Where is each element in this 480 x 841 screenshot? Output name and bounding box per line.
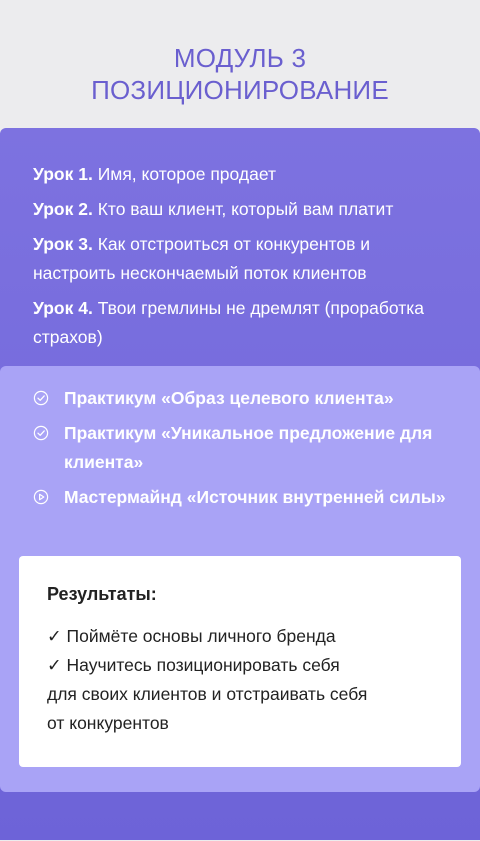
lesson-text: Как отстроиться от конкурентов и настроить нескончаемый поток клиентов [33,234,371,283]
module-title [0,42,480,106]
practice-item [33,384,453,413]
practice-text: Практикум «Образ целевого клиента» [64,388,394,408]
practice-list [33,384,453,518]
result-item-continued: для своих клиентов и отстраивать себя [47,684,368,704]
result-item: ✓ Поймёте основы личного бренда [47,626,336,646]
module-name: ПОЗИЦИОНИРОВАНИЕ [91,75,389,105]
lesson-text: Твои гремлины не дремлят (проработка страхов) [33,298,424,347]
results-list [47,622,437,738]
result-item-continued: от конкурентов [47,713,169,733]
lesson-item [33,195,453,224]
lesson-text: Имя, которое продает [97,164,276,184]
lesson-text: Кто ваш клиент, который вам платит [97,199,394,219]
result-item: ✓ Научитесь позиционировать себя [47,655,340,675]
practice-item [33,419,453,477]
lesson-label: Урок 2. [33,199,93,219]
lesson-item [33,230,453,288]
lesson-label: Урок 1. [33,164,93,184]
lesson-label: Урок 4. [33,298,93,318]
check-circle-icon [33,390,49,406]
practice-text: Мастермайнд «Источник внутренней силы» [64,487,446,507]
module-number: МОДУЛЬ 3 [173,43,307,73]
check-circle-icon [33,425,49,441]
lesson-item [33,160,453,189]
practice-text: Практикум «Уникальное предложение для клиента» [64,423,433,472]
results-box [19,556,461,767]
results-title: Результаты: [47,584,157,604]
practice-item [33,483,453,512]
play-circle-icon [33,489,49,505]
lesson-label: Урок 3. [33,234,93,254]
lesson-item [33,294,453,352]
lesson-list [33,160,453,358]
